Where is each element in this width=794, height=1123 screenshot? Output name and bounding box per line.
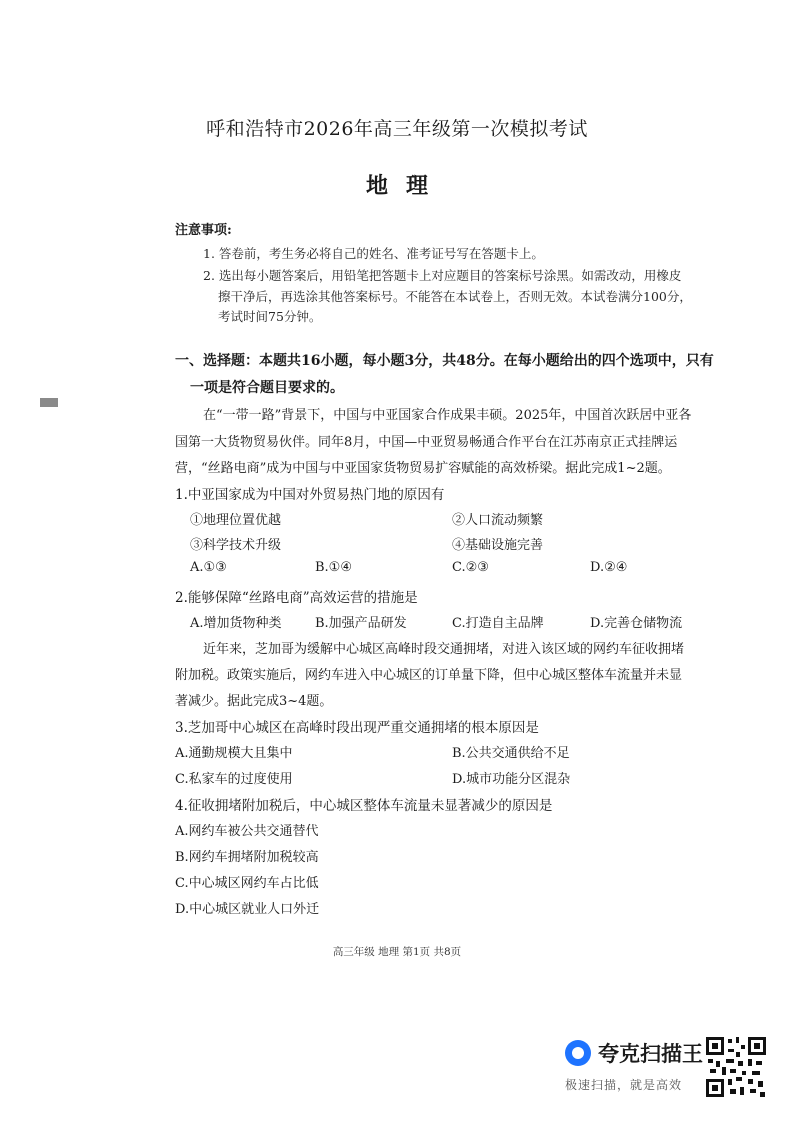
exam-title: 呼和浩特市2026年高三年级第一次模拟考试 xyxy=(206,118,588,140)
scanner-watermark xyxy=(560,1038,703,1098)
question-1-option-b: B.①④ xyxy=(315,560,352,575)
scanner-app-name: 夸克扫描王 xyxy=(598,1042,703,1066)
question-1-statement-1: ①地理位置优越 xyxy=(190,513,282,528)
question-3-stem: 3.芝加哥中心城区在高峰时段出现严重交通拥堵的根本原因是 xyxy=(175,720,539,736)
question-3-option-c: C.私家车的过度使用 xyxy=(175,772,293,787)
material-1-line-1: 在“一带一路”背景下，中国与中亚国家合作成果丰硕。2025年，中国首次跃居中亚各 xyxy=(203,408,692,423)
question-2-option-b: B.加强产品研发 xyxy=(315,616,407,631)
question-1-statement-4: ④基础设施完善 xyxy=(452,538,544,553)
material-1-line-3: 营，“丝路电商”成为中国与中亚国家货物贸易扩容赋能的高效桥梁。据此完成1~2题。 xyxy=(175,461,671,476)
question-1-statement-3: ③科学技术升级 xyxy=(190,538,282,553)
subject-title: 地理 xyxy=(365,173,446,199)
question-1-option-c: C.②③ xyxy=(452,560,489,575)
question-3-option-a: A.通勤规模大且集中 xyxy=(175,746,293,761)
scan-edge-mark xyxy=(40,398,58,407)
notice-item-2-line-2: 擦干净后，再选涂其他答案标号。不能答在本试卷上，否则无效。本试卷满分100分， xyxy=(218,289,692,304)
question-1-statement-2: ②人口流动频繁 xyxy=(452,513,544,528)
question-2-option-d: D.完善仓储物流 xyxy=(590,616,683,631)
section-1-heading-line-1: 一、选择题：本题共16小题，每小题3分，共48分。在每小题给出的四个选项中，只有 xyxy=(175,353,714,369)
notice-heading: 注意事项: xyxy=(175,223,232,238)
notice-item-2-line-1: 2. 选出每小题答案后，用铅笔把答题卡上对应题目的答案标号涂黑。如需改动，用橡皮 xyxy=(203,268,682,283)
section-1-heading-line-2: 一项是符合题目要求的。 xyxy=(190,380,344,396)
question-1-option-d: D.②④ xyxy=(590,560,628,575)
question-3-option-b: B.公共交通供给不足 xyxy=(452,746,570,761)
question-4-option-a: A.网约车被公共交通替代 xyxy=(175,824,319,839)
material-2-line-1: 近年来，芝加哥为缓解中心城区高峰时段交通拥堵，对进入该区域的网约车征收拥堵 xyxy=(203,642,685,657)
quark-logo-icon xyxy=(565,1040,591,1066)
question-1-option-a: A.①③ xyxy=(190,560,227,575)
question-2-option-a: A.增加货物种类 xyxy=(190,616,282,631)
notice-item-2-line-3: 考试时间75分钟。 xyxy=(218,309,322,324)
material-2-line-2: 附加税。政策实施后，网约车进入中心城区的订单量下降，但中心城区整体车流量并未显 xyxy=(175,668,683,683)
question-4-option-c: C.中心城区网约车占比低 xyxy=(175,876,319,891)
material-1-line-2: 国第一大货物贸易伙伴。同年8月，中国—中亚贸易畅通合作平台在江苏南京正式挂牌运 xyxy=(175,435,678,450)
question-2-option-c: C.打造自主品牌 xyxy=(452,616,544,631)
qr-code-icon xyxy=(706,1037,766,1097)
notice-item-1: 1. 答卷前，考生务必将自己的姓名、准考证号写在答题卡上。 xyxy=(203,246,544,261)
question-4-option-b: B.网约车拥堵附加税较高 xyxy=(175,850,319,865)
question-4-stem: 4.征收拥堵附加税后，中心城区整体车流量未显著减少的原因是 xyxy=(175,798,553,814)
question-2-stem: 2.能够保障“丝路电商”高效运营的措施是 xyxy=(175,590,418,606)
question-4-option-d: D.中心城区就业人口外迁 xyxy=(175,902,320,917)
scanner-slogan: 极速扫描，就是高效 xyxy=(565,1078,683,1092)
material-2-line-3: 著减少。据此完成3~4题。 xyxy=(175,694,333,709)
question-1-stem: 1.中亚国家成为中国对外贸易热门地的原因有 xyxy=(175,487,445,503)
question-3-option-d: D.城市功能分区混杂 xyxy=(452,772,571,787)
page-footer: 高三年级 地理 第1页 共8页 xyxy=(332,946,462,958)
